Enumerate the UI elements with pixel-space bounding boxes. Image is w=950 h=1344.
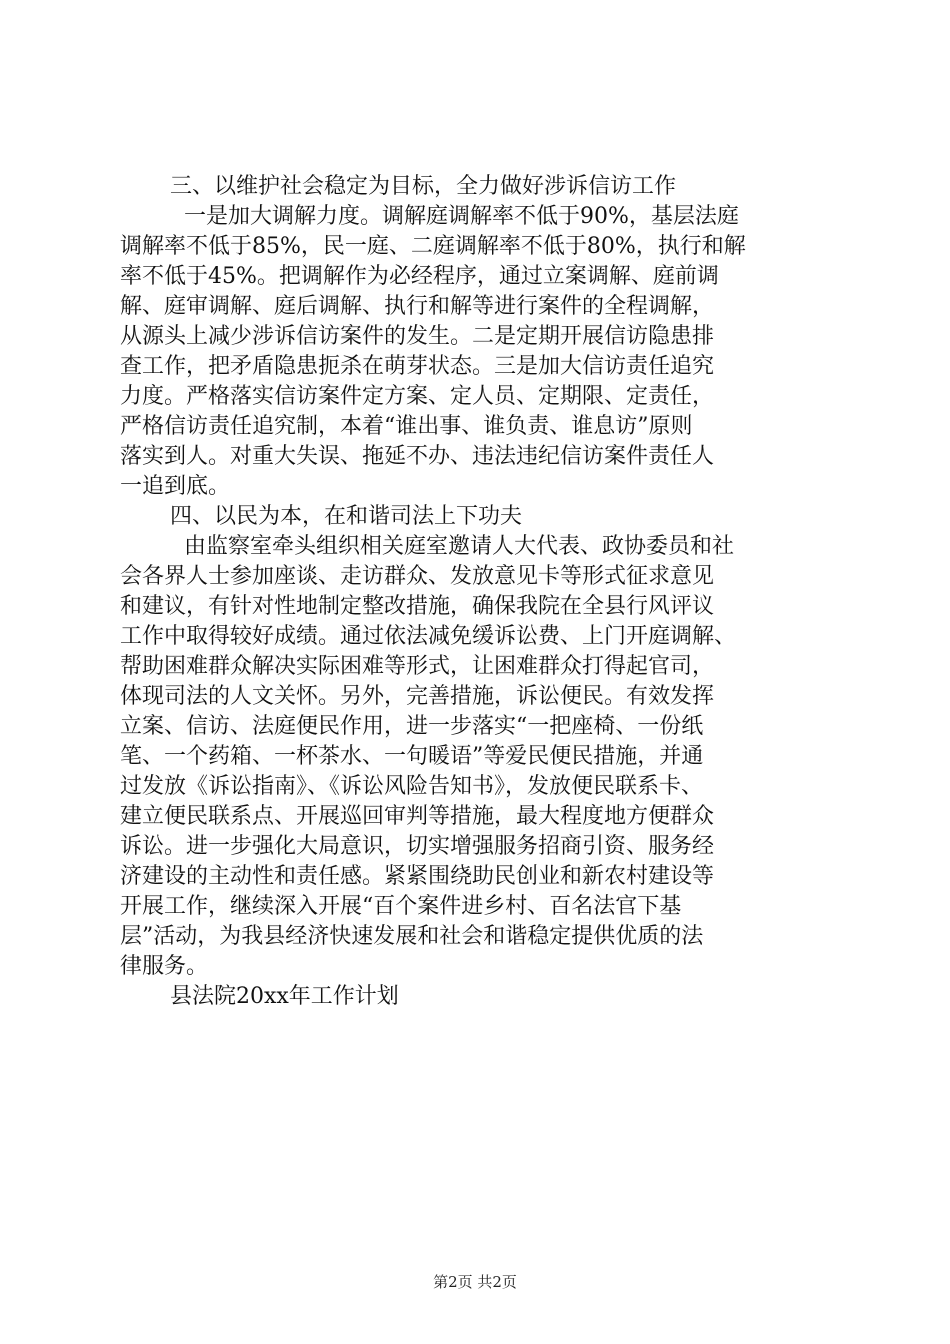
- paragraph-line: 体现司法的人文关怀。另外，完善措施，诉讼便民。有效发挥: [120, 684, 715, 709]
- document-closing-title: 县法院20xx年工作计划: [170, 984, 399, 1009]
- paragraph-line: 一追到底。: [120, 474, 231, 499]
- paragraph-line: 帮助困难群众解决实际困难等形式，让困难群众打得起官司，: [120, 654, 715, 679]
- paragraph-line: 诉讼。进一步强化大局意识，切实增强服务招商引资、服务经: [120, 834, 715, 859]
- paragraph-line: 会各界人士参加座谈、走访群众、发放意见卡等形式征求意见: [120, 564, 715, 589]
- paragraph-line: 力度。严格落实信访案件定方案、定人员、定期限、定责任，: [120, 384, 715, 409]
- paragraph-line: 笔、一个药箱、一杯茶水、一句暖语”等爱民便民措施，并通: [120, 744, 704, 769]
- section-heading-3: 三、以维护社会稳定为目标，全力做好涉诉信访工作: [170, 174, 677, 199]
- paragraph-line: 一是加大调解力度。调解庭调解率不低于90%，基层法庭: [184, 204, 739, 229]
- document-body: [120, 172, 840, 1012]
- paragraph-line: 由监察室牵头组织相关庭室邀请人大代表、政协委员和社: [184, 534, 735, 559]
- paragraph-line: 解、庭审调解、庭后调解、执行和解等进行案件的全程调解，: [120, 294, 715, 319]
- paragraph-line: 建立便民联系点、开展巡回审判等措施，最大程度地方便群众: [120, 804, 715, 829]
- paragraph-line: 开展工作，继续深入开展“百个案件进乡村、百名法官下基: [120, 894, 682, 919]
- paragraph-line: 从源头上减少涉诉信访案件的发生。二是定期开展信访隐患排: [120, 324, 715, 349]
- paragraph-line: 率不低于45%。把调解作为必经程序，通过立案调解、庭前调: [120, 264, 719, 289]
- paragraph-line: 工作中取得较好成绩。通过依法减免缓诉讼费、上门开庭调解、: [120, 624, 737, 649]
- page-footer: 第2页 共2页: [433, 1273, 517, 1291]
- paragraph-line: 和建议，有针对性地制定整改措施，确保我院在全县行风评议: [120, 594, 715, 619]
- paragraph-line: 立案、信访、法庭便民作用，进一步落实“一把座椅、一份纸: [120, 714, 704, 739]
- paragraph-line: 律服务。: [120, 954, 209, 979]
- paragraph-line: 层”活动，为我县经济快速发展和社会和谐稳定提供优质的法: [120, 924, 704, 949]
- paragraph-line: 落实到人。对重大失误、拖延不办、违法违纪信访案件责任人: [120, 444, 715, 469]
- paragraph-line: 济建设的主动性和责任感。紧紧围绕助民创业和新农村建设等: [120, 864, 715, 889]
- paragraph-line: 查工作，把矛盾隐患扼杀在萌芽状态。三是加大信访责任追究: [120, 354, 715, 379]
- paragraph-line: 调解率不低于85%，民一庭、二庭调解率不低于80%，执行和解: [120, 234, 746, 259]
- paragraph-line: 严格信访责任追究制，本着“谁出事、谁负责、谁息访”原则: [120, 414, 693, 439]
- paragraph-line: 过发放《诉讼指南》、《诉讼风险告知书》，发放便民联系卡、: [120, 774, 704, 799]
- section-heading-4: 四、以民为本，在和谐司法上下功夫: [170, 504, 523, 529]
